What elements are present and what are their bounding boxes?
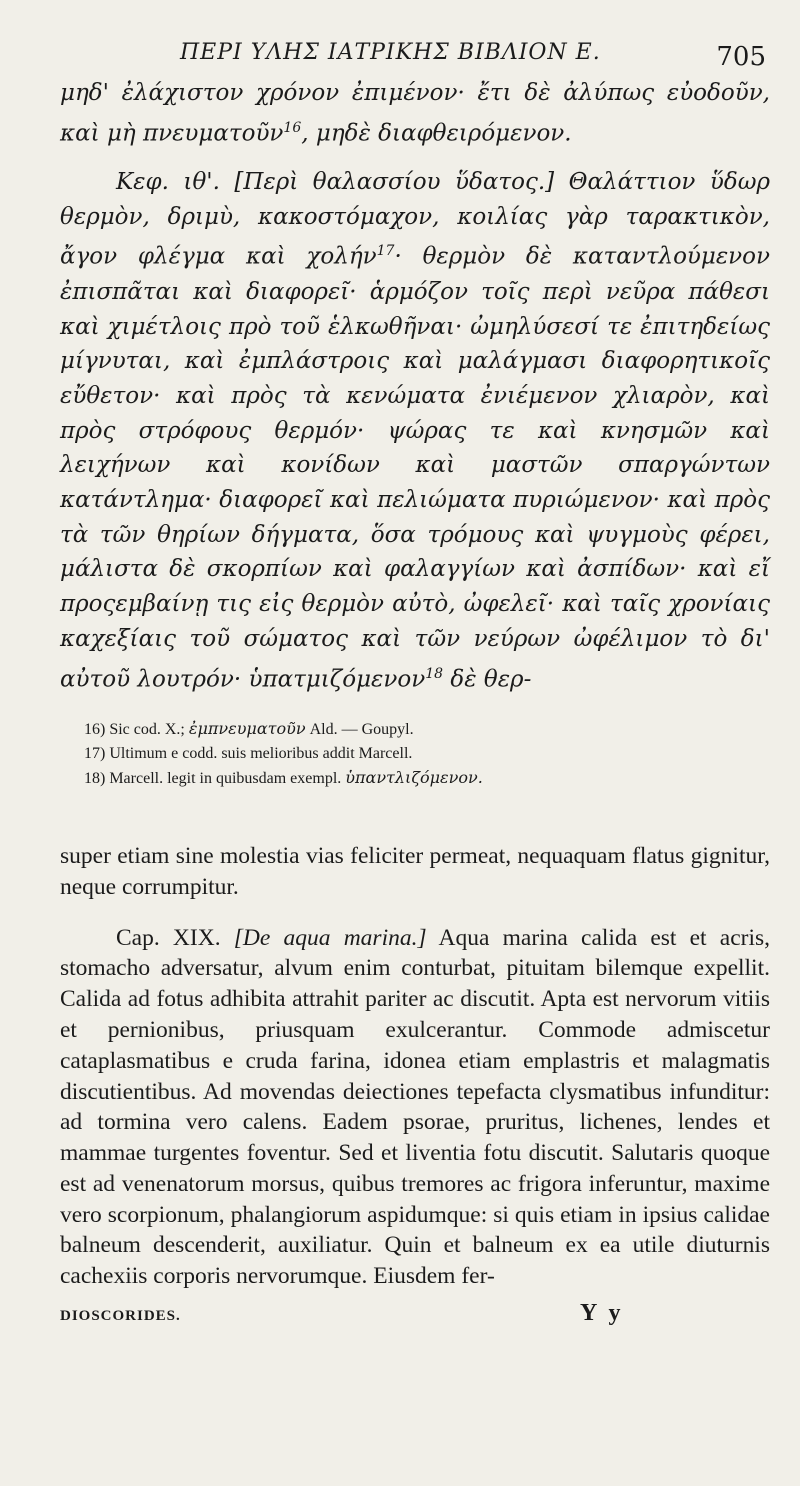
page-header [60, 36, 770, 76]
page-footer [60, 1296, 770, 1336]
greek-text-run: · θερμὸν δὲ καταντλούμενον ἐπισπᾶται καὶ διαφορεῖ· ἁρμόζον τοῖς περὶ νεῦρα πάθεσι καὶ χιμέτλοις πρὸ τοῦ ἑλκωθῆναι· ὠμηλύσεσί τε ἐπιτηδείως μίγνυται, καὶ ἐμπλάστροις καὶ μαλάγμασι διαφορητικοῖς εὔθετον· καὶ πρὸς τὰ κενώματα ἐνιέμενον χλιαρὸν, καὶ πρὸς στρόφους θερμόν· ψώρας τε καὶ κνησμῶν καὶ λειχήνων καὶ κονίδων καὶ μαστῶν σπαργώντων κατάντλημα· διαφορεῖ καὶ πελιώματα πυριώμενον· καὶ πρὸς τὰ τῶν θηρίων δήγματα, ὅσα τρόμους καὶ ψυγμοὺς φέρει, μάλιστα δὲ σκορπίων καὶ φαλαγγίων καὶ ἀσπίδων· καὶ εἴ προςεμβαίνῃ τις εἰς θερμὸν αὐτὸ, ὠφελεῖ· καὶ ταῖς χρονίαις καχεξίαις τοῦ σώματος καὶ τῶν νεύρων ὠφέλιμον τὸ δι' αὐτοῦ λουτρόν· ὑπατμιζόμενον [60, 244, 770, 693]
footnote-text: Ald. — Goupyl. [309, 720, 414, 738]
greek-text-run: Θαλάττιον ὕδωρ θερμὸν, δριμὺ, κακοστόμαχον, κοιλίας γὰρ ταρακτικὸν, ἄγον φλέγμα καὶ χολήν [60, 169, 770, 271]
latin-chapter-label: Cap. XIX. [116, 924, 221, 951]
footnote-greek: ἐμπνευματοῦν [188, 718, 306, 738]
greek-text [60, 76, 770, 697]
latin-chapter-title: [De aqua marina.] [233, 924, 427, 951]
footnote-16 [84, 717, 770, 742]
greek-paragraph-1 [60, 76, 770, 151]
latin-text-run: Aqua marina calida est et acris, stomacho adversatur, alvum enim conturbat, pituitam bilemque expellit. Calida ad fotus adhibita attrahit pariter ac discutit. Apta est nervorum vitiis et pernionibus, priusquam exulcerantur. Commode admiscetur cataplasmatibus e cruda farina, idonea etiam emplastris et malagmatis discutientibus. Ad movendas deiectiones tepefacta clysmatibus infunditur: ad tormina vero calens. Eadem psorae, pruritus, lichenes, lendes et mammae turgentes foventur. Sed et liventia fotu discutit. Salutaris quoque est ad venenatorum morsus, quibus tremores ac frigora inferuntur, maxime vero scorpionum, phalangiorum aspidumque: si quis etiam in ipsius calidae balneum descenderit, auxiliatur. Quin et balneum ex ea utile diuturnis cachexiis corporis nervorumque. Eiusdem fer- [60, 924, 771, 1290]
footnotes [84, 717, 770, 791]
footnote-18 [84, 766, 770, 791]
latin-text [60, 841, 770, 1292]
footnote-17: 17) Ultimum e codd. suis melioribus addit Marcell. [84, 744, 413, 762]
footnote-ref-17: 17 [376, 243, 395, 260]
greek-chapter-label: Κεφ. ιθ'. [116, 169, 220, 196]
quire-mark: Y y [580, 1300, 624, 1327]
greek-text-run: , μηδὲ διαφθειρόμενον. [301, 120, 572, 147]
book-page [60, 36, 770, 1336]
footnote-text: Sic cod. X.; [109, 720, 185, 738]
greek-text-run: δὲ θερ- [443, 666, 532, 693]
footnote-ref-16: 16 [283, 119, 302, 136]
latin-paragraph-2 [60, 923, 770, 1293]
page-number: 705 [716, 42, 766, 72]
greek-chapter-title: [Περὶ θαλασσίου ὕδατος.] [234, 169, 555, 196]
greek-text-run: μηδ' ἐλάχιστον χρόνον ἐπιμένον· ἔτι δὲ ἀλύπως εὐοδοῦν, καὶ μὴ πνευματοῦν [60, 80, 770, 147]
signature-mark: DIOSCORIDES. [60, 1308, 181, 1325]
running-head: ΠΕΡΙ ΥΛΗΣ ΙΑΤΡΙΚΗΣ ΒΙΒΛΙΟΝ Ε. [180, 40, 601, 65]
footnote-text: 18) Marcell. legit in quibusdam exempl. [84, 769, 342, 787]
greek-paragraph-2 [60, 165, 770, 697]
latin-paragraph-1: super etiam sine molestia vias feliciter permeat, nequaquam flatus gignitur, neque corrumpitur. [60, 842, 770, 900]
footnote-greek: ὑπαντλιζόμενον. [345, 767, 483, 787]
footnote-number: 16) [84, 720, 106, 738]
footnote-ref-18: 18 [425, 665, 444, 682]
